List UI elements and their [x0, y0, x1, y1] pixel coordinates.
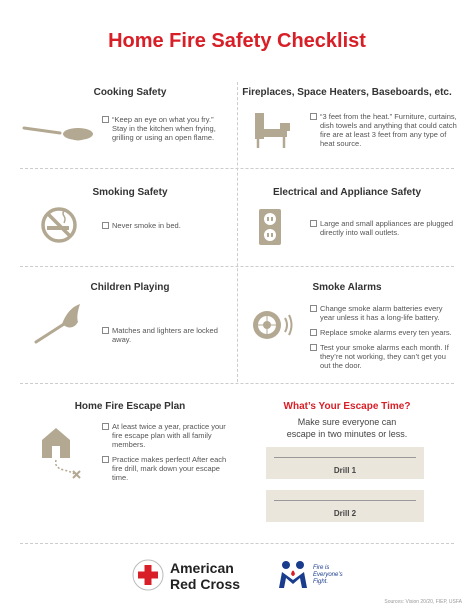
divider-row-3: [20, 383, 454, 384]
section-title-escape: Home Fire Escape Plan: [74, 401, 186, 412]
drill-1-label: Drill 1: [333, 466, 357, 475]
checklist-item: “Keep an eye on what you fry.” Stay in the kitchen when frying, grilling or using an open flame.: [102, 115, 228, 142]
divider-row-1: [20, 168, 454, 169]
armchair-icon: [252, 110, 294, 150]
no-smoking-icon: [40, 206, 78, 244]
red-cross-logo-line-1: American: [170, 560, 234, 576]
escape-time-title: What’s Your Escape Time?: [283, 401, 411, 412]
checkbox-icon[interactable]: [102, 116, 109, 123]
smoking-items: [102, 221, 228, 236]
checkbox-icon[interactable]: [310, 305, 317, 312]
checkbox-icon[interactable]: [310, 220, 317, 227]
fireplaces-items: [310, 112, 458, 154]
partner-logo-line-3: Fight.: [313, 579, 329, 585]
section-title-fireplaces: Fireplaces, Space Heaters, Baseboards, etc.: [242, 87, 452, 98]
checkbox-icon[interactable]: [310, 329, 317, 336]
checkbox-icon[interactable]: [310, 344, 317, 351]
checkbox-icon[interactable]: [102, 456, 109, 463]
escape-items: [102, 422, 232, 488]
cooking-items: [102, 115, 228, 148]
partner-logo-line-2: Everyone’s: [313, 572, 343, 578]
match-icon: [32, 302, 88, 346]
partner-logo-line-1: Fire is: [313, 565, 330, 571]
section-title-alarms: Smoke Alarms: [312, 282, 382, 293]
section-title-cooking: Cooking Safety: [93, 87, 167, 98]
section-title-children: Children Playing: [90, 282, 170, 293]
checklist-item: “3 feet from the heat.” Furniture, curtains, dish towels and anything that could catch fire are at least 3 feet from any type of heat source.: [310, 112, 458, 148]
smoke-alarm-icon: [252, 308, 294, 342]
section-title-electrical: Electrical and Appliance Safety: [272, 187, 422, 198]
drill-2-box[interactable]: [266, 490, 424, 522]
escape-time-note-line-2: escape in two minutes or less.: [286, 429, 408, 439]
checklist-item: Matches and lighters are locked away.: [102, 326, 228, 344]
house-escape-icon: [40, 426, 84, 482]
checkbox-icon[interactable]: [102, 222, 109, 229]
checkbox-icon[interactable]: [102, 327, 109, 334]
checklist-item: Replace smoke alarms every ten years.: [310, 328, 458, 337]
checkbox-icon[interactable]: [310, 113, 317, 120]
checklist-item: At least twice a year, practice your fire escape plan with all family members.: [102, 422, 232, 449]
divider-footer: [20, 543, 454, 544]
outlet-icon: [258, 208, 282, 246]
divider-vertical: [237, 82, 238, 382]
red-cross-logo-icon: [132, 559, 164, 591]
escape-time-note-line-1: Make sure everyone can: [297, 417, 397, 427]
drill-1-box[interactable]: [266, 447, 424, 479]
fire-is-everyones-fight-logo-icon: [276, 556, 310, 590]
drill-1-entry-line: [274, 457, 416, 458]
checkbox-icon[interactable]: [102, 423, 109, 430]
checklist-item: Large and small appliances are plugged directly into wall outlets.: [310, 219, 458, 237]
checklist-item: Practice makes perfect! After each fire drill, mark down your escape time.: [102, 455, 232, 482]
red-cross-logo-line-2: Red Cross: [170, 576, 241, 592]
page-title: Home Fire Safety Checklist: [108, 30, 366, 52]
checklist-item: Never smoke in bed.: [102, 221, 228, 230]
sources-note: Sources: Vision 20/20, FIEP, USFA: [384, 599, 462, 605]
checklist-item: Test your smoke alarms each month. If they’re not working, they can’t get you out the door.: [310, 343, 458, 370]
children-items: [102, 326, 228, 350]
checklist-item: Change smoke alarm batteries every year unless it has a long-life battery.: [310, 304, 458, 322]
drill-2-label: Drill 2: [333, 509, 357, 518]
section-title-smoking: Smoking Safety: [92, 187, 168, 198]
electrical-items: [310, 219, 458, 243]
alarms-items: [310, 304, 458, 376]
frying-pan-icon: [22, 118, 94, 148]
divider-row-2: [20, 266, 454, 267]
drill-2-entry-line: [274, 500, 416, 501]
